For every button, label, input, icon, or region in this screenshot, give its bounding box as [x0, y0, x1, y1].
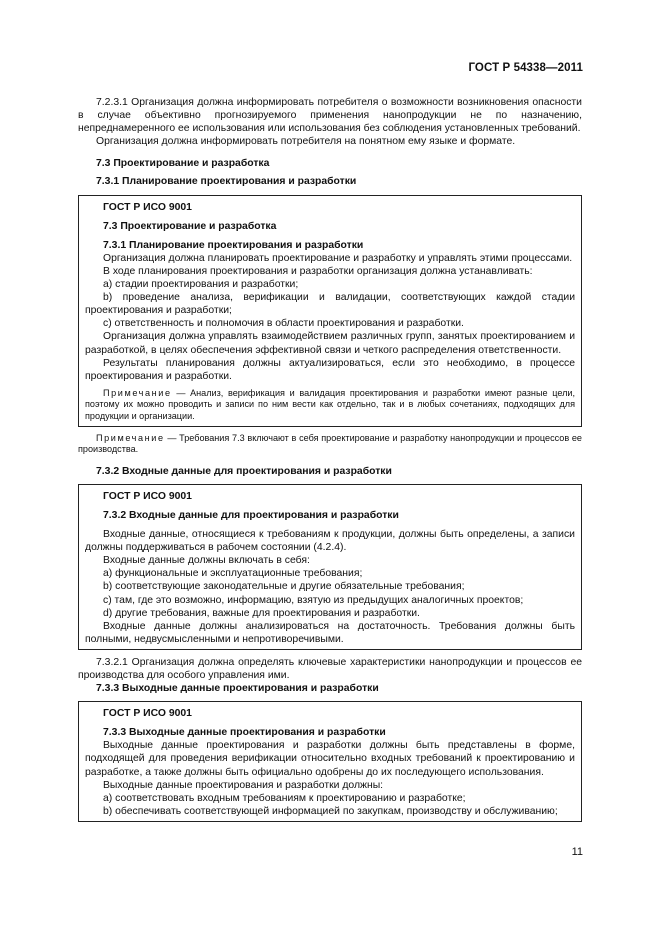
note — [85, 388, 575, 423]
note-label: Примечание — [103, 387, 172, 398]
subsection-heading-7-3-3: 7.3.3 Выходные данные проектирования и разработки — [96, 683, 379, 695]
list-item: a) соответствовать входным требованиям к проектированию и разработке; — [103, 792, 466, 804]
standard-id: ГОСТ Р 54338—2011 — [468, 62, 583, 74]
paragraph: В ходе планирования проектирования и разработки организация должна устанавливать: — [103, 265, 533, 277]
quoted-subheading: 7.3.3 Выходные данные проектирования и разработки — [103, 727, 386, 739]
quoted-standard-box — [78, 195, 582, 427]
quoted-subheading: 7.3.1 Планирование проектирования и разработки — [103, 239, 364, 251]
paragraph: Организация должна управлять взаимодействием различных групп, занятых проектированием и разработкой, в целях обеспечения эффективной связи и четкого распределения ответственности. — [85, 331, 575, 356]
page-content — [78, 96, 582, 828]
subsection-heading-7-3-1: 7.3.1 Планирование проектирования и разработки — [96, 176, 357, 188]
list-item: a) функциональные и эксплуатационные требования; — [103, 568, 363, 580]
page-number: 11 — [571, 846, 583, 858]
paragraph: Организация должна информировать потребителя на понятном ему языке и формате. — [96, 136, 516, 148]
list-item: c) ответственность и полномочия в области проектирования и разработки. — [103, 318, 464, 330]
list-item: a) стадии проектирования и разработки; — [103, 279, 299, 291]
subsection-heading-7-3-2: 7.3.2 Входные данные для проектирования и разработки — [96, 465, 392, 477]
note-text: — Анализ, верификация и валидация проектирования и разработки имеют разные цели, поэтому их можно проводить и записи по ним вести как отдельно, так и в любых сочетаниях, подходящих для продукции и организации. — [85, 387, 575, 421]
paragraph: Входные данные должны анализироваться на достаточность. Требования должны быть полными, недвусмысленными и непротиворечивыми. — [85, 620, 575, 645]
quoted-standard-box — [78, 484, 582, 650]
note — [78, 433, 582, 456]
list-item: b) проведение анализа, верификации и валидации, соответствующих каждой стадии проектирования и разработки; — [85, 292, 575, 317]
quoted-subheading: 7.3.2 Входные данные для проектирования и разработки — [103, 509, 399, 521]
quoted-standard-id: ГОСТ Р ИСО 9001 — [103, 201, 192, 213]
paragraph: Организация должна планировать проектирование и разработку и управлять этими процессами. — [103, 252, 573, 264]
quoted-standard-id: ГОСТ Р ИСО 9001 — [103, 708, 192, 720]
paragraph: Результаты планирования должны актуализироваться, если это необходимо, в процессе проектирования и разработки. — [85, 357, 575, 382]
list-item: b) обеспечивать соответствующей информацией по закупкам, производству и обслуживанию; — [103, 805, 558, 817]
quoted-heading: 7.3 Проектирование и разработка — [103, 220, 277, 232]
paragraph: Выходные данные проектирования и разработки должны: — [103, 779, 384, 791]
note-label: Примечание — [96, 432, 165, 443]
clause-7-3-2-1: 7.3.2.1 Организация должна определять ключевые характеристики нанопродукции и процессов ее производства для особого управления ими. — [78, 656, 582, 681]
clause-7-2-3-1: 7.2.3.1 Организация должна информировать потребителя о возможности возникновения опасности в случае объективно прогнозируемого применения нанопродукции не по назначению, непреднамеренного ее использования или использования без соблюдения установленных требований. — [78, 97, 582, 135]
paragraph: Входные данные, относящиеся к требованиям к продукции, должны быть определены, а записи должны поддерживаться в рабочем состоянии (4.2.4). — [85, 529, 575, 554]
section-heading-7-3: 7.3 Проектирование и разработка — [96, 158, 270, 170]
paragraph: Входные данные должны включать в себя: — [103, 555, 310, 567]
note-text: — Требования 7.3 включают в себя проектирование и разработку нанопродукции и процессов ее производства. — [78, 432, 582, 455]
list-item: c) там, где это возможно, информацию, взятую из предыдущих аналогичных проектов; — [103, 594, 524, 606]
quoted-standard-id: ГОСТ Р ИСО 9001 — [103, 490, 192, 502]
paragraph: Выходные данные проектирования и разработки должны быть представлены в форме, подходящей для проведения верификации относительно входных требований к проектированию и разработке, а также должны быть официально одобрены до их последующего использования. — [85, 740, 575, 778]
list-item: b) соответствующие законодательные и другие обязательные требования; — [103, 581, 465, 593]
list-item: d) другие требования, важные для проектирования и разработки. — [103, 607, 420, 619]
quoted-standard-box — [78, 701, 582, 822]
